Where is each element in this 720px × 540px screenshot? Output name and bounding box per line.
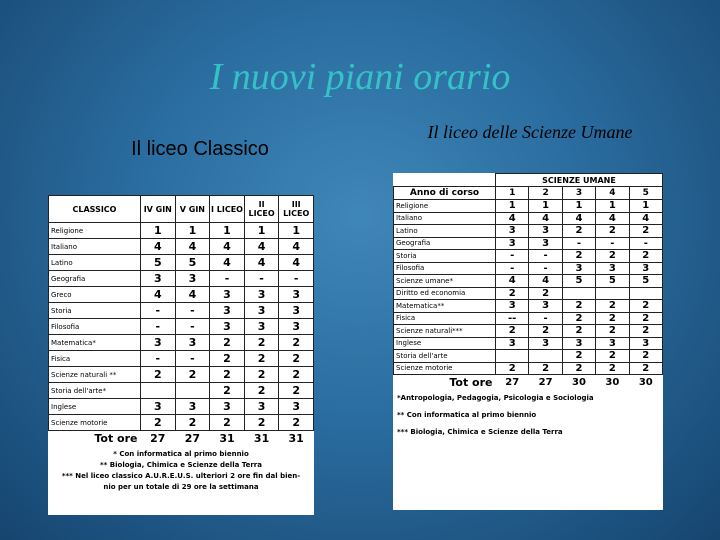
scienze-umane-total-cell: 30 bbox=[605, 376, 620, 388]
classico-subject-cell: Greco bbox=[49, 287, 141, 303]
classico-hours-cell: 2 bbox=[244, 383, 279, 399]
classico-hours-cell: - bbox=[210, 271, 245, 287]
classico-hours-cell: - bbox=[279, 271, 314, 287]
scienze-umane-hours-cell: -- bbox=[496, 312, 529, 325]
scienze-umane-hours-cell: 3 bbox=[629, 262, 662, 275]
scienze-umane-table-row bbox=[394, 337, 663, 350]
classico-note: nio per un totale di 29 ore la settimana bbox=[103, 483, 259, 491]
scienze-umane-subject-cell: Scienze naturali*** bbox=[394, 325, 496, 338]
scienze-umane-subject-cell: Italiano bbox=[394, 212, 496, 225]
scienze-umane-column-header: Anno di corso bbox=[394, 187, 496, 200]
scienze-umane-table-row bbox=[394, 262, 663, 275]
scienze-umane-subject-cell: Storia dell'arte bbox=[394, 350, 496, 363]
scienze-umane-hours-cell: - bbox=[529, 312, 562, 325]
classico-subject-cell: Filosofia bbox=[49, 319, 141, 335]
scienze-umane-total-row bbox=[394, 375, 663, 390]
scienze-umane-banner-row bbox=[394, 174, 663, 187]
classico-hours-cell: 1 bbox=[279, 223, 314, 239]
scienze-umane-hours-cell: 1 bbox=[596, 200, 629, 213]
classico-subject-cell: Scienze naturali ** bbox=[49, 367, 141, 383]
classico-column-header: II LICEO bbox=[244, 196, 279, 223]
scienze-umane-notes bbox=[393, 389, 663, 448]
scienze-umane-hours-cell: 2 bbox=[629, 312, 662, 325]
scienze-umane-subject-cell: Storia bbox=[394, 250, 496, 263]
classico-hours-cell: 3 bbox=[244, 287, 279, 303]
classico-header-row bbox=[49, 196, 314, 223]
classico-table-panel bbox=[48, 195, 314, 515]
scienze-umane-hours-cell: 2 bbox=[562, 325, 595, 338]
classico-total-label: Tot ore bbox=[94, 431, 138, 445]
classico-hours-cell: 3 bbox=[175, 335, 210, 351]
classico-table-row bbox=[49, 319, 314, 335]
scienze-umane-column-header: 3 bbox=[562, 187, 595, 200]
classico-total-row bbox=[49, 431, 314, 446]
classico-notes bbox=[48, 445, 314, 497]
scienze-umane-subject-cell: Latino bbox=[394, 225, 496, 238]
classico-hours-cell: - bbox=[175, 303, 210, 319]
scienze-umane-hours-cell: 2 bbox=[596, 250, 629, 263]
classico-hours-cell: 4 bbox=[175, 287, 210, 303]
classico-hours-cell: 1 bbox=[244, 223, 279, 239]
classico-hours-cell: - bbox=[244, 271, 279, 287]
classico-hours-cell: 3 bbox=[141, 335, 176, 351]
scienze-umane-hours-cell: - bbox=[596, 237, 629, 250]
scienze-umane-table-row bbox=[394, 287, 663, 300]
classico-hours-cell: 3 bbox=[141, 399, 176, 415]
scienze-umane-hours-cell: 2 bbox=[629, 350, 662, 363]
scienze-umane-hours-cell: - bbox=[629, 237, 662, 250]
scienze-umane-hours-cell: 3 bbox=[562, 262, 595, 275]
classico-hours-cell: 4 bbox=[244, 255, 279, 271]
scienze-umane-banner: SCIENZE UMANE bbox=[496, 174, 663, 187]
scienze-umane-hours-cell: - bbox=[529, 250, 562, 263]
classico-table-row bbox=[49, 367, 314, 383]
classico-hours-cell: 5 bbox=[141, 255, 176, 271]
scienze-umane-table-row bbox=[394, 362, 663, 375]
scienze-umane-hours-cell: 2 bbox=[629, 225, 662, 238]
scienze-umane-hours-cell: 4 bbox=[529, 275, 562, 288]
classico-hours-cell: 1 bbox=[175, 223, 210, 239]
classico-hours-cell: 2 bbox=[279, 367, 314, 383]
scienze-umane-subject-cell: Diritto ed economia bbox=[394, 287, 496, 300]
subtitle-scienze-umane: Il liceo delle Scienze Umane bbox=[427, 122, 633, 142]
scienze-umane-subject-cell: Scienze umane* bbox=[394, 275, 496, 288]
scienze-umane-table-row bbox=[394, 250, 663, 263]
scienze-umane-hours-cell: 2 bbox=[562, 225, 595, 238]
classico-note: ** Biologia, Chimica e Scienze della Terra bbox=[100, 461, 262, 469]
slide-title: I nuovi piani orario bbox=[209, 56, 511, 98]
scienze-umane-hours-cell: 5 bbox=[596, 275, 629, 288]
scienze-umane-hours-cell: - bbox=[562, 237, 595, 250]
scienze-umane-hours-cell: 3 bbox=[629, 337, 662, 350]
scienze-umane-hours-cell bbox=[596, 287, 629, 300]
scienze-umane-hours-cell: 3 bbox=[529, 225, 562, 238]
classico-subject-cell: Italiano bbox=[49, 239, 141, 255]
scienze-umane-column-header: 1 bbox=[496, 187, 529, 200]
scienze-umane-note: ** Con informatica al primo biennio bbox=[397, 411, 537, 419]
classico-column-header: CLASSICO bbox=[49, 196, 141, 223]
scienze-umane-column-header: 2 bbox=[529, 187, 562, 200]
classico-hours-cell: 3 bbox=[210, 287, 245, 303]
scienze-umane-hours-cell bbox=[496, 350, 529, 363]
scienze-umane-hours-cell: 3 bbox=[529, 237, 562, 250]
classico-subject-cell: Matematica* bbox=[49, 335, 141, 351]
classico-hours-cell: 2 bbox=[244, 415, 279, 431]
scienze-umane-table-row bbox=[394, 350, 663, 363]
classico-hours-cell: 2 bbox=[175, 415, 210, 431]
classico-note: * Con informatica al primo biennio bbox=[113, 450, 249, 458]
scienze-umane-total-cell: 27 bbox=[538, 376, 553, 388]
scienze-umane-hours-cell: 3 bbox=[529, 337, 562, 350]
scienze-umane-hours-cell: 2 bbox=[596, 350, 629, 363]
classico-column-header: IV GIN bbox=[141, 196, 176, 223]
scienze-umane-total-cell: 27 bbox=[505, 376, 520, 388]
scienze-umane-hours-cell: 3 bbox=[496, 337, 529, 350]
classico-hours-cell: 3 bbox=[244, 399, 279, 415]
classico-hours-cell: - bbox=[141, 319, 176, 335]
scienze-umane-table-row bbox=[394, 325, 663, 338]
classico-hours-cell: 4 bbox=[210, 239, 245, 255]
classico-hours-cell: 2 bbox=[244, 335, 279, 351]
classico-total-cell: 31 bbox=[288, 431, 304, 445]
scienze-umane-total-cell: 30 bbox=[638, 376, 653, 388]
scienze-umane-total-cell: 30 bbox=[572, 376, 586, 388]
scienze-umane-hours-cell: 1 bbox=[562, 200, 595, 213]
scienze-umane-hours-cell bbox=[562, 287, 595, 300]
classico-table-row bbox=[49, 271, 314, 287]
classico-timetable bbox=[48, 195, 314, 445]
classico-hours-cell: 3 bbox=[279, 287, 314, 303]
scienze-umane-hours-cell: 2 bbox=[629, 300, 662, 313]
scienze-umane-hours-cell: 1 bbox=[529, 200, 562, 213]
classico-table-row bbox=[49, 399, 314, 415]
scienze-umane-hours-cell: 2 bbox=[596, 325, 629, 338]
classico-table-row bbox=[49, 287, 314, 303]
scienze-umane-hours-cell: 3 bbox=[529, 300, 562, 313]
scienze-umane-subject-cell: Matematica** bbox=[394, 300, 496, 313]
scienze-umane-hours-cell: 5 bbox=[562, 275, 595, 288]
scienze-umane-hours-cell: - bbox=[529, 262, 562, 275]
scienze-umane-hours-cell: 3 bbox=[562, 337, 595, 350]
scienze-umane-hours-cell: 2 bbox=[596, 312, 629, 325]
classico-hours-cell: 2 bbox=[210, 351, 245, 367]
scienze-umane-hours-cell: 2 bbox=[596, 225, 629, 238]
classico-note: *** Nel liceo classico A.U.R.E.U.S. ulteriori 2 ore fin dal bien- bbox=[61, 472, 301, 480]
scienze-umane-hours-cell: 3 bbox=[596, 262, 629, 275]
classico-hours-cell: 4 bbox=[141, 239, 176, 255]
scienze-umane-hours-cell: 2 bbox=[629, 250, 662, 263]
scienze-umane-table-row bbox=[394, 275, 663, 288]
subtitle-classico: Il liceo Classico bbox=[131, 138, 269, 160]
classico-subject-cell: Storia bbox=[49, 303, 141, 319]
classico-table-row bbox=[49, 303, 314, 319]
scienze-umane-hours-cell: 2 bbox=[629, 325, 662, 338]
scienze-umane-timetable bbox=[393, 173, 663, 389]
scienze-umane-hours-cell: 2 bbox=[562, 362, 595, 375]
classico-subject-cell: Geografia bbox=[49, 271, 141, 287]
scienze-umane-hours-cell: 2 bbox=[562, 350, 595, 363]
scienze-umane-hours-cell: 3 bbox=[496, 300, 529, 313]
scienze-umane-hours-cell: 2 bbox=[529, 362, 562, 375]
classico-subject-cell: Fisica bbox=[49, 351, 141, 367]
classico-hours-cell: 2 bbox=[210, 367, 245, 383]
scienze-umane-hours-cell: 1 bbox=[496, 200, 529, 213]
scienze-umane-hours-cell: 2 bbox=[562, 312, 595, 325]
classico-hours-cell: 3 bbox=[141, 271, 176, 287]
classico-hours-cell: - bbox=[141, 303, 176, 319]
classico-hours-cell: 4 bbox=[279, 239, 314, 255]
scienze-umane-hours-cell: 4 bbox=[529, 212, 562, 225]
scienze-umane-header-row bbox=[394, 187, 663, 200]
classico-hours-cell: 3 bbox=[244, 319, 279, 335]
scienze-umane-table-row bbox=[394, 225, 663, 238]
scienze-umane-hours-cell: 2 bbox=[562, 300, 595, 313]
scienze-umane-subject-cell: Filosofia bbox=[394, 262, 496, 275]
scienze-umane-table-row bbox=[394, 212, 663, 225]
classico-hours-cell: - bbox=[175, 319, 210, 335]
classico-hours-cell: 5 bbox=[175, 255, 210, 271]
classico-hours-cell: 4 bbox=[279, 255, 314, 271]
scienze-umane-table-row bbox=[394, 200, 663, 213]
scienze-umane-hours-cell: 4 bbox=[596, 212, 629, 225]
classico-hours-cell: - bbox=[141, 351, 176, 367]
classico-hours-cell: 4 bbox=[244, 239, 279, 255]
scienze-umane-hours-cell: 4 bbox=[496, 275, 529, 288]
scienze-umane-hours-cell: 1 bbox=[629, 200, 662, 213]
classico-subject-cell: Inglese bbox=[49, 399, 141, 415]
scienze-umane-hours-cell: 5 bbox=[629, 275, 662, 288]
classico-hours-cell: 2 bbox=[244, 351, 279, 367]
classico-hours-cell: 2 bbox=[141, 415, 176, 431]
classico-hours-cell: 4 bbox=[175, 239, 210, 255]
classico-hours-cell: 2 bbox=[279, 335, 314, 351]
classico-hours-cell: 2 bbox=[279, 415, 314, 431]
scienze-umane-hours-cell: 2 bbox=[496, 362, 529, 375]
scienze-umane-hours-cell: - bbox=[496, 262, 529, 275]
scienze-umane-hours-cell: 2 bbox=[496, 325, 529, 338]
scienze-umane-blank-cell bbox=[394, 174, 496, 187]
scienze-umane-hours-cell bbox=[629, 287, 662, 300]
scienze-umane-hours-cell: 2 bbox=[529, 325, 562, 338]
classico-hours-cell: 3 bbox=[175, 271, 210, 287]
scienze-umane-subject-cell: Geografia bbox=[394, 237, 496, 250]
classico-table-row bbox=[49, 351, 314, 367]
classico-hours-cell: 2 bbox=[210, 335, 245, 351]
scienze-umane-total-label: Tot ore bbox=[449, 375, 493, 389]
classico-hours-cell: 3 bbox=[210, 399, 245, 415]
classico-hours-cell: - bbox=[175, 351, 210, 367]
classico-hours-cell: 2 bbox=[279, 383, 314, 399]
classico-subject-cell: Religione bbox=[49, 223, 141, 239]
classico-table-row bbox=[49, 223, 314, 239]
classico-hours-cell: 1 bbox=[141, 223, 176, 239]
scienze-umane-table-panel bbox=[393, 173, 663, 510]
classico-subject-cell: Storia dell'arte* bbox=[49, 383, 141, 399]
scienze-umane-hours-cell bbox=[529, 350, 562, 363]
scienze-umane-hours-cell: 4 bbox=[496, 212, 529, 225]
scienze-umane-table-row bbox=[394, 312, 663, 325]
scienze-umane-hours-cell: 3 bbox=[496, 225, 529, 238]
classico-hours-cell: 1 bbox=[210, 223, 245, 239]
classico-subject-cell: Latino bbox=[49, 255, 141, 271]
scienze-umane-column-header: 4 bbox=[596, 187, 629, 200]
scienze-umane-hours-cell: 2 bbox=[496, 287, 529, 300]
classico-column-header: III LICEO bbox=[279, 196, 314, 223]
classico-hours-cell: 2 bbox=[175, 367, 210, 383]
classico-table-row bbox=[49, 383, 314, 399]
scienze-umane-subject-cell: Inglese bbox=[394, 337, 496, 350]
scienze-umane-hours-cell: - bbox=[496, 250, 529, 263]
scienze-umane-subject-cell: Scienze motorie bbox=[394, 362, 496, 375]
classico-hours-cell: 3 bbox=[244, 303, 279, 319]
classico-total-cell: 27 bbox=[150, 431, 166, 445]
classico-hours-cell bbox=[175, 383, 210, 399]
classico-hours-cell: 4 bbox=[141, 287, 176, 303]
scienze-umane-note: *** Biologia, Chimica e Scienze della Terra bbox=[397, 428, 563, 436]
classico-hours-cell: 3 bbox=[279, 399, 314, 415]
scienze-umane-hours-cell: 3 bbox=[496, 237, 529, 250]
classico-hours-cell bbox=[141, 383, 176, 399]
classico-table-row bbox=[49, 239, 314, 255]
classico-hours-cell: 4 bbox=[210, 255, 245, 271]
scienze-umane-hours-cell: 2 bbox=[562, 250, 595, 263]
scienze-umane-hours-cell: 3 bbox=[596, 337, 629, 350]
scienze-umane-hours-cell: 2 bbox=[629, 362, 662, 375]
classico-hours-cell: 3 bbox=[279, 303, 314, 319]
classico-total-cell: 31 bbox=[253, 431, 270, 445]
classico-column-header: I LICEO bbox=[210, 196, 245, 223]
classico-column-header: V GIN bbox=[175, 196, 210, 223]
scienze-umane-hours-cell: 2 bbox=[596, 362, 629, 375]
scienze-umane-hours-cell: 2 bbox=[596, 300, 629, 313]
scienze-umane-hours-cell: 2 bbox=[529, 287, 562, 300]
classico-hours-cell: 2 bbox=[279, 351, 314, 367]
classico-hours-cell: 2 bbox=[141, 367, 176, 383]
scienze-umane-subject-cell: Fisica bbox=[394, 312, 496, 325]
classico-table-row bbox=[49, 415, 314, 431]
classico-hours-cell: 2 bbox=[210, 415, 245, 431]
classico-subject-cell: Scienze motorie bbox=[49, 415, 141, 431]
classico-total-cell: 27 bbox=[184, 431, 201, 445]
classico-table-row bbox=[49, 335, 314, 351]
classico-hours-cell: 3 bbox=[210, 319, 245, 335]
classico-hours-cell: 2 bbox=[210, 383, 245, 399]
scienze-umane-note: *Antropologia, Pedagogia, Psicologia e Sociologia bbox=[397, 394, 594, 402]
classico-hours-cell: 3 bbox=[210, 303, 245, 319]
scienze-umane-table-row bbox=[394, 300, 663, 313]
classico-total-cell: 31 bbox=[219, 431, 235, 445]
scienze-umane-subject-cell: Religione bbox=[394, 200, 496, 213]
classico-hours-cell: 3 bbox=[279, 319, 314, 335]
scienze-umane-hours-cell: 4 bbox=[629, 212, 662, 225]
scienze-umane-hours-cell: 4 bbox=[562, 212, 595, 225]
classico-table-row bbox=[49, 255, 314, 271]
classico-hours-cell: 3 bbox=[175, 399, 210, 415]
scienze-umane-column-header: 5 bbox=[629, 187, 662, 200]
classico-hours-cell: 2 bbox=[244, 367, 279, 383]
scienze-umane-table-row bbox=[394, 237, 663, 250]
